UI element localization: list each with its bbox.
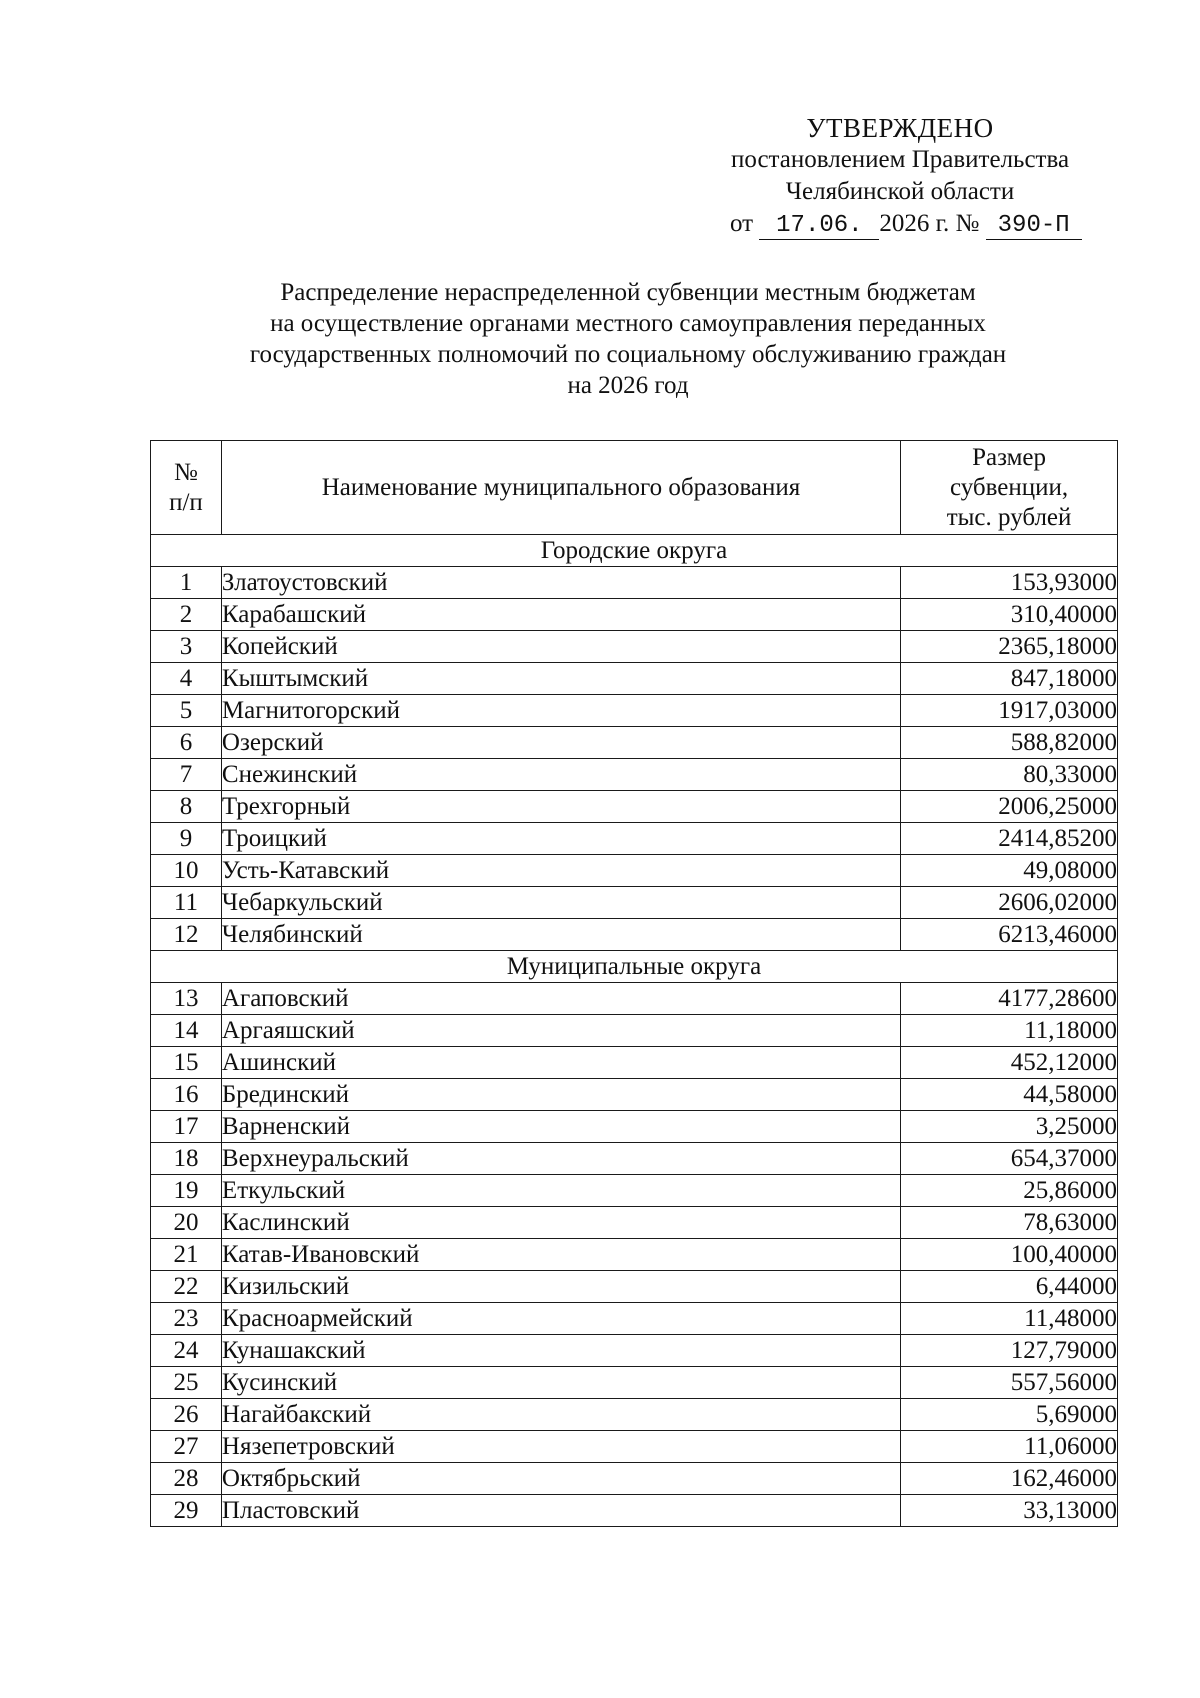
subvention-amount: 80,33000 xyxy=(901,759,1118,791)
row-number: 3 xyxy=(151,631,222,663)
approval-year-text: 2026 г. № xyxy=(879,210,980,237)
municipality-name: Челябинский xyxy=(221,919,900,951)
table-body xyxy=(151,535,1118,1527)
row-number: 19 xyxy=(151,1175,222,1207)
subvention-amount: 11,48000 xyxy=(901,1303,1118,1335)
municipality-name: Пластовский xyxy=(221,1495,900,1527)
municipality-name: Еткульский xyxy=(221,1175,900,1207)
municipality-name: Катав-Ивановский xyxy=(221,1239,900,1271)
table-row xyxy=(151,791,1118,823)
municipality-name: Златоустовский xyxy=(221,567,900,599)
municipality-name: Ашинский xyxy=(221,1047,900,1079)
section-title: Муниципальные округа xyxy=(151,951,1118,983)
table-row xyxy=(151,759,1118,791)
subvention-amount: 100,40000 xyxy=(901,1239,1118,1271)
row-number: 25 xyxy=(151,1367,222,1399)
subvention-amount: 6213,46000 xyxy=(901,919,1118,951)
subvention-amount: 11,18000 xyxy=(901,1015,1118,1047)
row-number: 27 xyxy=(151,1431,222,1463)
approved-stamp-word: УТВЕРЖДЕНО xyxy=(806,113,994,143)
subvention-amount: 1917,03000 xyxy=(901,695,1118,727)
row-number: 6 xyxy=(151,727,222,759)
municipality-name: Октябрьский xyxy=(221,1463,900,1495)
header-amount xyxy=(901,441,1118,535)
row-number: 16 xyxy=(151,1079,222,1111)
subvention-amount: 452,12000 xyxy=(901,1047,1118,1079)
subvention-amount: 5,69000 xyxy=(901,1399,1118,1431)
subvention-amount: 2414,85200 xyxy=(901,823,1118,855)
subvention-amount: 2006,25000 xyxy=(901,791,1118,823)
municipality-name: Троицкий xyxy=(221,823,900,855)
document-title xyxy=(140,277,1116,401)
table-row xyxy=(151,663,1118,695)
table-row xyxy=(151,599,1118,631)
subvention-amount: 162,46000 xyxy=(901,1463,1118,1495)
table-row xyxy=(151,1271,1118,1303)
row-number: 13 xyxy=(151,983,222,1015)
subvention-amount: 44,58000 xyxy=(901,1079,1118,1111)
table-row xyxy=(151,1207,1118,1239)
municipality-name: Нагайбакский xyxy=(221,1399,900,1431)
row-number: 28 xyxy=(151,1463,222,1495)
table-row xyxy=(151,1367,1118,1399)
header-number xyxy=(151,441,222,535)
table-row xyxy=(151,1175,1118,1207)
row-number: 23 xyxy=(151,1303,222,1335)
municipality-name: Брединский xyxy=(221,1079,900,1111)
municipality-name: Варненский xyxy=(221,1111,900,1143)
header-amount-line-1: Размер xyxy=(972,443,1047,471)
municipality-name: Каслинский xyxy=(221,1207,900,1239)
table-row xyxy=(151,727,1118,759)
municipality-name: Магнитогорский xyxy=(221,695,900,727)
table-row xyxy=(151,919,1118,951)
title-line-3: государственных полномочий по социальному обслуживанию граждан xyxy=(249,341,1007,368)
subvention-amount: 310,40000 xyxy=(901,599,1118,631)
municipality-name: Трехгорный xyxy=(221,791,900,823)
subvention-amount: 49,08000 xyxy=(901,855,1118,887)
table-row xyxy=(151,631,1118,663)
municipality-name: Нязепетровский xyxy=(221,1431,900,1463)
table-row xyxy=(151,1303,1118,1335)
approval-block xyxy=(700,112,1100,240)
table-row xyxy=(151,855,1118,887)
table-row xyxy=(151,1463,1118,1495)
section-row xyxy=(151,535,1118,567)
table-row xyxy=(151,567,1118,599)
table-row xyxy=(151,823,1118,855)
municipality-name: Снежинский xyxy=(221,759,900,791)
row-number: 11 xyxy=(151,887,222,919)
header-municipality: Наименование муниципального образования xyxy=(221,441,900,535)
row-number: 7 xyxy=(151,759,222,791)
approval-date-line xyxy=(700,208,1100,240)
row-number: 12 xyxy=(151,919,222,951)
header-number-symbol: № xyxy=(174,458,198,486)
row-number: 21 xyxy=(151,1239,222,1271)
row-number: 20 xyxy=(151,1207,222,1239)
municipality-name: Кунашакский xyxy=(221,1335,900,1367)
row-number: 10 xyxy=(151,855,222,887)
header-amount-line-3: тыс. рублей xyxy=(946,503,1072,531)
table-row xyxy=(151,887,1118,919)
row-number: 4 xyxy=(151,663,222,695)
subvention-amount: 847,18000 xyxy=(901,663,1118,695)
row-number: 2 xyxy=(151,599,222,631)
section-title: Городские округа xyxy=(151,535,1118,567)
municipality-name: Кусинский xyxy=(221,1367,900,1399)
municipality-name: Агаповский xyxy=(221,983,900,1015)
municipality-name: Карабашский xyxy=(221,599,900,631)
table-row xyxy=(151,1111,1118,1143)
subvention-amount: 25,86000 xyxy=(901,1175,1118,1207)
subvention-amount: 127,79000 xyxy=(901,1335,1118,1367)
table-row xyxy=(151,1143,1118,1175)
table-row xyxy=(151,983,1118,1015)
subvention-amount: 6,44000 xyxy=(901,1271,1118,1303)
subvention-amount: 588,82000 xyxy=(901,727,1118,759)
header-row xyxy=(151,441,1118,535)
municipality-name: Верхнеуральский xyxy=(221,1143,900,1175)
row-number: 1 xyxy=(151,567,222,599)
title-line-1: Распределение нераспределенной субвенции местным бюджетам xyxy=(280,279,976,306)
row-number: 22 xyxy=(151,1271,222,1303)
table-row xyxy=(151,1495,1118,1527)
subvention-amount: 3,25000 xyxy=(901,1111,1118,1143)
subvention-amount: 2606,02000 xyxy=(901,887,1118,919)
municipality-name: Чебаркульский xyxy=(221,887,900,919)
subvention-amount: 33,13000 xyxy=(901,1495,1118,1527)
approval-line-region: Челябинской области xyxy=(785,178,1015,205)
municipality-name: Усть-Катавский xyxy=(221,855,900,887)
table-row xyxy=(151,1079,1118,1111)
table-row xyxy=(151,695,1118,727)
table-row xyxy=(151,1399,1118,1431)
row-number: 29 xyxy=(151,1495,222,1527)
approval-line-resolution: постановлением Правительства xyxy=(730,146,1070,173)
subvention-amount: 654,37000 xyxy=(901,1143,1118,1175)
subvention-amount: 11,06000 xyxy=(901,1431,1118,1463)
row-number: 24 xyxy=(151,1335,222,1367)
table-row xyxy=(151,1335,1118,1367)
row-number: 14 xyxy=(151,1015,222,1047)
header-amount-line-2: субвенции, xyxy=(949,473,1069,501)
row-number: 5 xyxy=(151,695,222,727)
municipality-name: Озерский xyxy=(221,727,900,759)
section-row xyxy=(151,951,1118,983)
row-number: 15 xyxy=(151,1047,222,1079)
date-prefix: от xyxy=(730,210,754,237)
municipality-name: Кизильский xyxy=(221,1271,900,1303)
allocation-table xyxy=(150,440,1118,1527)
approval-number: 390-П xyxy=(986,213,1082,240)
row-number: 9 xyxy=(151,823,222,855)
subvention-amount: 4177,28600 xyxy=(901,983,1118,1015)
title-line-2: на осуществление органами местного самоуправления переданных xyxy=(270,310,986,337)
table-row xyxy=(151,1047,1118,1079)
table-row xyxy=(151,1431,1118,1463)
approval-date: 17.06. xyxy=(759,213,879,240)
title-line-4: на 2026 год xyxy=(567,372,689,399)
table-row xyxy=(151,1015,1118,1047)
municipality-name: Красноармейский xyxy=(221,1303,900,1335)
row-number: 8 xyxy=(151,791,222,823)
table-row xyxy=(151,1239,1118,1271)
subvention-amount: 557,56000 xyxy=(901,1367,1118,1399)
municipality-name: Кыштымский xyxy=(221,663,900,695)
subvention-amount: 153,93000 xyxy=(901,567,1118,599)
row-number: 17 xyxy=(151,1111,222,1143)
row-number: 18 xyxy=(151,1143,222,1175)
header-number-abbrev: п/п xyxy=(169,488,203,516)
subvention-amount: 2365,18000 xyxy=(901,631,1118,663)
municipality-name: Копейский xyxy=(221,631,900,663)
municipality-name: Аргаяшский xyxy=(221,1015,900,1047)
subvention-amount: 78,63000 xyxy=(901,1207,1118,1239)
row-number: 26 xyxy=(151,1399,222,1431)
